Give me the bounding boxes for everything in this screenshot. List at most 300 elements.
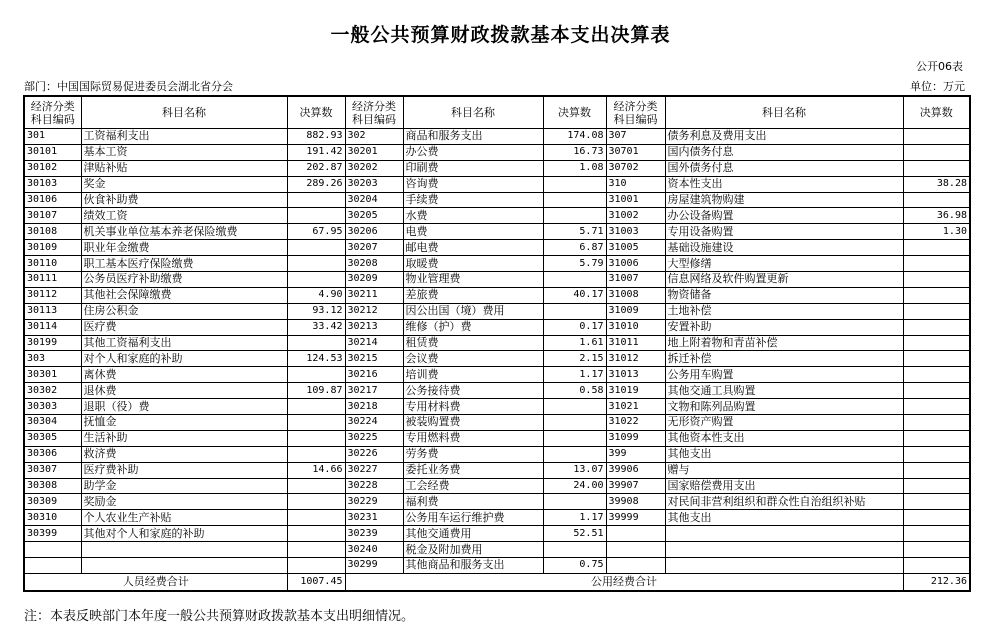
item-name-cell: 无形资产购置 — [665, 415, 903, 431]
table-row — [24, 351, 970, 367]
item-name-cell: 职业年金缴费 — [81, 240, 287, 256]
economic-code-cell: 30211 — [345, 287, 403, 303]
item-name-cell: 工会经费 — [403, 478, 543, 494]
item-name-cell: 退休费 — [81, 383, 287, 399]
table-row — [24, 335, 970, 351]
header-name-3: 科目名称 — [665, 96, 903, 129]
amount-cell — [287, 399, 345, 415]
amount-cell — [543, 272, 606, 288]
economic-code-cell: 31099 — [606, 430, 665, 446]
item-name-cell: 劳务费 — [403, 446, 543, 462]
item-name-cell: 其他对个人和家庭的补助 — [81, 526, 287, 542]
amount-cell — [903, 399, 970, 415]
item-name-cell: 手续费 — [403, 192, 543, 208]
economic-code-cell: 30225 — [345, 430, 403, 446]
economic-code-cell: 30112 — [24, 287, 81, 303]
item-name-cell: 物业管理费 — [403, 272, 543, 288]
unit-label: 单位：万元 — [910, 80, 965, 93]
economic-code-cell: 30212 — [345, 303, 403, 319]
item-name-cell: 伙食补助费 — [81, 192, 287, 208]
item-name-cell: 助学金 — [81, 478, 287, 494]
economic-code-cell: 30306 — [24, 446, 81, 462]
economic-code-cell: 31013 — [606, 367, 665, 383]
expenditure-table — [23, 95, 971, 592]
economic-code-cell: 31001 — [606, 192, 665, 208]
table-row — [24, 526, 970, 542]
item-name-cell: 离休费 — [81, 367, 287, 383]
table-row — [24, 144, 970, 160]
economic-code-cell: 30702 — [606, 160, 665, 176]
amount-cell: 1.17 — [543, 510, 606, 526]
amount-cell — [903, 287, 970, 303]
amount-cell — [543, 399, 606, 415]
economic-code-cell: 31009 — [606, 303, 665, 319]
item-name-cell: 其他交通费用 — [403, 526, 543, 542]
economic-code-cell: 30101 — [24, 144, 81, 160]
amount-cell — [543, 430, 606, 446]
economic-code-cell: 30205 — [345, 208, 403, 224]
item-name-cell: 电费 — [403, 224, 543, 240]
economic-code-cell: 30299 — [345, 558, 403, 574]
amount-cell: 191.42 — [287, 144, 345, 160]
amount-cell — [287, 510, 345, 526]
table-row — [24, 272, 970, 288]
amount-cell — [287, 367, 345, 383]
totals-row — [24, 573, 970, 591]
item-name-cell: 职工基本医疗保险缴费 — [81, 256, 287, 272]
amount-cell: 2.15 — [543, 351, 606, 367]
economic-code-cell — [606, 558, 665, 574]
amount-cell — [543, 415, 606, 431]
amount-cell — [543, 303, 606, 319]
item-name-cell: 物资储备 — [665, 287, 903, 303]
amount-cell: 93.12 — [287, 303, 345, 319]
item-name-cell: 委托业务费 — [403, 462, 543, 478]
item-name-cell: 对个人和家庭的补助 — [81, 351, 287, 367]
item-name-cell: 其他支出 — [665, 510, 903, 526]
economic-code-cell: 30224 — [345, 415, 403, 431]
amount-cell: 4.90 — [287, 287, 345, 303]
amount-cell — [903, 367, 970, 383]
amount-cell — [903, 478, 970, 494]
table-row — [24, 240, 970, 256]
item-name-cell: 国外债务付息 — [665, 160, 903, 176]
amount-cell — [287, 415, 345, 431]
economic-code-cell: 30109 — [24, 240, 81, 256]
item-name-cell: 抚恤金 — [81, 415, 287, 431]
economic-code-cell: 31011 — [606, 335, 665, 351]
economic-code-cell: 30203 — [345, 176, 403, 192]
table-row — [24, 129, 970, 145]
amount-cell — [287, 256, 345, 272]
amount-cell: 0.58 — [543, 383, 606, 399]
economic-code-cell: 30113 — [24, 303, 81, 319]
amount-cell — [903, 542, 970, 558]
economic-code-cell: 30111 — [24, 272, 81, 288]
economic-code-cell: 39907 — [606, 478, 665, 494]
item-name-cell: 培训费 — [403, 367, 543, 383]
economic-code-cell: 30208 — [345, 256, 403, 272]
economic-code-cell: 30207 — [345, 240, 403, 256]
item-name-cell — [665, 558, 903, 574]
amount-cell — [903, 335, 970, 351]
amount-cell: 33.42 — [287, 319, 345, 335]
amount-cell — [543, 494, 606, 510]
economic-code-cell: 30239 — [345, 526, 403, 542]
item-name-cell: 水费 — [403, 208, 543, 224]
amount-cell: 882.93 — [287, 129, 345, 145]
item-name-cell: 退职（役）费 — [81, 399, 287, 415]
economic-code-cell: 30226 — [345, 446, 403, 462]
amount-cell — [903, 319, 970, 335]
amount-cell: 24.00 — [543, 478, 606, 494]
amount-cell: 109.87 — [287, 383, 345, 399]
economic-code-cell: 30308 — [24, 478, 81, 494]
table-row — [24, 176, 970, 192]
economic-code-cell: 30110 — [24, 256, 81, 272]
table-row — [24, 478, 970, 494]
amount-cell — [287, 558, 345, 574]
economic-code-cell: 30114 — [24, 319, 81, 335]
economic-code-cell: 30305 — [24, 430, 81, 446]
header-code-1: 经济分类 科目编码 — [24, 96, 81, 129]
amount-cell — [287, 208, 345, 224]
amount-cell — [903, 510, 970, 526]
amount-cell — [903, 160, 970, 176]
economic-code-cell: 30304 — [24, 415, 81, 431]
economic-code-cell: 31010 — [606, 319, 665, 335]
amount-cell: 1.17 — [543, 367, 606, 383]
header-amount-1: 决算数 — [287, 96, 345, 129]
item-name-cell: 其他交通工具购置 — [665, 383, 903, 399]
item-name-cell: 公务员医疗补助缴费 — [81, 272, 287, 288]
economic-code-cell: 30228 — [345, 478, 403, 494]
item-name-cell: 邮电费 — [403, 240, 543, 256]
item-name-cell: 因公出国（境）费用 — [403, 303, 543, 319]
item-name-cell — [81, 542, 287, 558]
amount-cell — [903, 256, 970, 272]
economic-code-cell: 30701 — [606, 144, 665, 160]
economic-code-cell: 30217 — [345, 383, 403, 399]
amount-cell — [903, 558, 970, 574]
amount-cell — [903, 303, 970, 319]
amount-cell: 13.07 — [543, 462, 606, 478]
item-name-cell: 基础设施建设 — [665, 240, 903, 256]
economic-code-cell: 30206 — [345, 224, 403, 240]
header-code-3: 经济分类 科目编码 — [606, 96, 665, 129]
item-name-cell: 税金及附加费用 — [403, 542, 543, 558]
item-name-cell: 被装购置费 — [403, 415, 543, 431]
personnel-total-value: 1007.45 — [287, 573, 345, 591]
amount-cell: 1.08 — [543, 160, 606, 176]
table-row — [24, 542, 970, 558]
table-row — [24, 430, 970, 446]
economic-code-cell: 30303 — [24, 399, 81, 415]
item-name-cell: 公务用车购置 — [665, 367, 903, 383]
item-name-cell: 工资福利支出 — [81, 129, 287, 145]
economic-code-cell: 30231 — [345, 510, 403, 526]
item-name-cell: 土地补偿 — [665, 303, 903, 319]
item-name-cell: 公务用车运行维护费 — [403, 510, 543, 526]
economic-code-cell: 30301 — [24, 367, 81, 383]
public-total-label: 公用经费合计 — [345, 573, 903, 591]
economic-code-cell: 30108 — [24, 224, 81, 240]
amount-cell — [903, 272, 970, 288]
economic-code-cell: 30202 — [345, 160, 403, 176]
table-row — [24, 319, 970, 335]
item-name-cell: 商品和服务支出 — [403, 129, 543, 145]
economic-code-cell: 31002 — [606, 208, 665, 224]
amount-cell — [903, 430, 970, 446]
economic-code-cell — [24, 542, 81, 558]
amount-cell — [287, 240, 345, 256]
item-name-cell — [81, 558, 287, 574]
item-name-cell: 基本工资 — [81, 144, 287, 160]
item-name-cell: 地上附着物和青苗补偿 — [665, 335, 903, 351]
economic-code-cell — [24, 558, 81, 574]
economic-code-cell: 30204 — [345, 192, 403, 208]
amount-cell — [543, 446, 606, 462]
economic-code-cell: 31005 — [606, 240, 665, 256]
item-name-cell: 医疗费补助 — [81, 462, 287, 478]
header-name-1: 科目名称 — [81, 96, 287, 129]
economic-code-cell: 39906 — [606, 462, 665, 478]
table-row — [24, 256, 970, 272]
economic-code-cell: 31021 — [606, 399, 665, 415]
economic-code-cell: 30199 — [24, 335, 81, 351]
item-name-cell: 维修（护）费 — [403, 319, 543, 335]
economic-code-cell: 30107 — [24, 208, 81, 224]
economic-code-cell: 301 — [24, 129, 81, 145]
amount-cell: 40.17 — [543, 287, 606, 303]
economic-code-cell: 30302 — [24, 383, 81, 399]
amount-cell: 5.71 — [543, 224, 606, 240]
personnel-total-label: 人员经费合计 — [24, 573, 287, 591]
economic-code-cell — [606, 526, 665, 542]
economic-code-cell: 31007 — [606, 272, 665, 288]
amount-cell: 1.30 — [903, 224, 970, 240]
item-name-cell: 资本性支出 — [665, 176, 903, 192]
table-row — [24, 287, 970, 303]
item-name-cell: 会议费 — [403, 351, 543, 367]
amount-cell — [903, 415, 970, 431]
header-amount-2: 决算数 — [543, 96, 606, 129]
economic-code-cell — [606, 542, 665, 558]
table-header-row — [24, 96, 970, 129]
economic-code-cell: 31006 — [606, 256, 665, 272]
item-name-cell: 印刷费 — [403, 160, 543, 176]
table-row — [24, 446, 970, 462]
table-body — [24, 129, 970, 574]
economic-code-cell: 30106 — [24, 192, 81, 208]
item-name-cell: 赠与 — [665, 462, 903, 478]
item-name-cell: 其他支出 — [665, 446, 903, 462]
economic-code-cell: 30310 — [24, 510, 81, 526]
amount-cell — [287, 430, 345, 446]
amount-cell: 174.08 — [543, 129, 606, 145]
public-total-value: 212.36 — [903, 573, 970, 591]
amount-cell — [903, 526, 970, 542]
amount-cell — [287, 526, 345, 542]
item-name-cell: 房屋建筑物购建 — [665, 192, 903, 208]
economic-code-cell: 399 — [606, 446, 665, 462]
item-name-cell — [665, 542, 903, 558]
economic-code-cell: 30102 — [24, 160, 81, 176]
economic-code-cell: 303 — [24, 351, 81, 367]
amount-cell: 14.66 — [287, 462, 345, 478]
amount-cell — [287, 335, 345, 351]
economic-code-cell: 30399 — [24, 526, 81, 542]
amount-cell: 16.73 — [543, 144, 606, 160]
amount-cell — [543, 176, 606, 192]
table-row — [24, 558, 970, 574]
amount-cell — [287, 494, 345, 510]
amount-cell — [287, 478, 345, 494]
table-row — [24, 367, 970, 383]
item-name-cell: 救济费 — [81, 446, 287, 462]
item-name-cell: 租赁费 — [403, 335, 543, 351]
item-name-cell: 其他商品和服务支出 — [403, 558, 543, 574]
amount-cell — [903, 462, 970, 478]
amount-cell — [287, 542, 345, 558]
amount-cell: 38.28 — [903, 176, 970, 192]
item-name-cell: 生活补助 — [81, 430, 287, 446]
item-name-cell: 医疗费 — [81, 319, 287, 335]
item-name-cell: 绩效工资 — [81, 208, 287, 224]
amount-cell — [287, 446, 345, 462]
economic-code-cell: 30209 — [345, 272, 403, 288]
amount-cell: 124.53 — [287, 351, 345, 367]
table-row — [24, 224, 970, 240]
economic-code-cell: 31008 — [606, 287, 665, 303]
economic-code-cell: 30213 — [345, 319, 403, 335]
item-name-cell: 对民间非营利组织和群众性自治组织补贴 — [665, 494, 903, 510]
amount-cell — [543, 208, 606, 224]
amount-cell: 0.75 — [543, 558, 606, 574]
amount-cell — [903, 192, 970, 208]
item-name-cell: 安置补助 — [665, 319, 903, 335]
table-row — [24, 494, 970, 510]
economic-code-cell: 39999 — [606, 510, 665, 526]
amount-cell: 36.98 — [903, 208, 970, 224]
item-name-cell: 专用材料费 — [403, 399, 543, 415]
table-row — [24, 208, 970, 224]
item-name-cell: 国家赔偿费用支出 — [665, 478, 903, 494]
item-name-cell: 大型修缮 — [665, 256, 903, 272]
header-amount-3: 决算数 — [903, 96, 970, 129]
economic-code-cell: 39908 — [606, 494, 665, 510]
economic-code-cell: 30215 — [345, 351, 403, 367]
economic-code-cell: 302 — [345, 129, 403, 145]
amount-cell — [903, 494, 970, 510]
table-row — [24, 462, 970, 478]
amount-cell: 5.79 — [543, 256, 606, 272]
item-name-cell — [665, 526, 903, 542]
economic-code-cell: 30201 — [345, 144, 403, 160]
item-name-cell: 信息网络及软件购置更新 — [665, 272, 903, 288]
table-row — [24, 415, 970, 431]
economic-code-cell: 30240 — [345, 542, 403, 558]
economic-code-cell: 31012 — [606, 351, 665, 367]
item-name-cell: 取暖费 — [403, 256, 543, 272]
economic-code-cell: 30214 — [345, 335, 403, 351]
economic-code-cell: 30307 — [24, 462, 81, 478]
amount-cell — [903, 129, 970, 145]
item-name-cell: 其他社会保障缴费 — [81, 287, 287, 303]
table-row — [24, 399, 970, 415]
amount-cell — [903, 383, 970, 399]
economic-code-cell: 30227 — [345, 462, 403, 478]
amount-cell — [543, 542, 606, 558]
amount-cell — [287, 272, 345, 288]
item-name-cell: 其他资本性支出 — [665, 430, 903, 446]
item-name-cell: 津贴补贴 — [81, 160, 287, 176]
department-label: 部门：中国国际贸易促进委员会湖北省分会 — [24, 80, 233, 93]
economic-code-cell: 30216 — [345, 367, 403, 383]
form-code: 公开06表 — [916, 60, 963, 73]
amount-cell — [903, 240, 970, 256]
item-name-cell: 个人农业生产补贴 — [81, 510, 287, 526]
economic-code-cell: 307 — [606, 129, 665, 145]
economic-code-cell: 31003 — [606, 224, 665, 240]
amount-cell — [287, 192, 345, 208]
table-row — [24, 510, 970, 526]
economic-code-cell: 30229 — [345, 494, 403, 510]
table-row — [24, 192, 970, 208]
item-name-cell: 拆迁补偿 — [665, 351, 903, 367]
table-row — [24, 303, 970, 319]
amount-cell: 289.26 — [287, 176, 345, 192]
amount-cell — [903, 446, 970, 462]
table-row — [24, 160, 970, 176]
amount-cell — [903, 351, 970, 367]
economic-code-cell: 31022 — [606, 415, 665, 431]
item-name-cell: 住房公积金 — [81, 303, 287, 319]
amount-cell: 52.51 — [543, 526, 606, 542]
page-title: 一般公共预算财政拨款基本支出决算表 — [330, 24, 671, 46]
item-name-cell: 机关事业单位基本养老保险缴费 — [81, 224, 287, 240]
item-name-cell: 专用设备购置 — [665, 224, 903, 240]
economic-code-cell: 30309 — [24, 494, 81, 510]
amount-cell: 67.95 — [287, 224, 345, 240]
amount-cell: 6.87 — [543, 240, 606, 256]
item-name-cell: 公务接待费 — [403, 383, 543, 399]
item-name-cell: 专用燃料费 — [403, 430, 543, 446]
item-name-cell: 国内债务付息 — [665, 144, 903, 160]
header-code-2: 经济分类 科目编码 — [345, 96, 403, 129]
economic-code-cell: 30103 — [24, 176, 81, 192]
footnote: 注：本表反映部门本年度一般公共预算财政拨款基本支出明细情况。 — [24, 609, 415, 624]
item-name-cell: 债务利息及费用支出 — [665, 129, 903, 145]
item-name-cell: 福利费 — [403, 494, 543, 510]
item-name-cell: 办公费 — [403, 144, 543, 160]
economic-code-cell: 31019 — [606, 383, 665, 399]
amount-cell — [903, 144, 970, 160]
economic-code-cell: 310 — [606, 176, 665, 192]
amount-cell: 0.17 — [543, 319, 606, 335]
item-name-cell: 差旅费 — [403, 287, 543, 303]
item-name-cell: 办公设备购置 — [665, 208, 903, 224]
item-name-cell: 文物和陈列品购置 — [665, 399, 903, 415]
item-name-cell: 奖励金 — [81, 494, 287, 510]
item-name-cell: 奖金 — [81, 176, 287, 192]
amount-cell: 202.87 — [287, 160, 345, 176]
item-name-cell: 咨询费 — [403, 176, 543, 192]
header-name-2: 科目名称 — [403, 96, 543, 129]
table-row — [24, 383, 970, 399]
amount-cell: 1.61 — [543, 335, 606, 351]
item-name-cell: 其他工资福利支出 — [81, 335, 287, 351]
